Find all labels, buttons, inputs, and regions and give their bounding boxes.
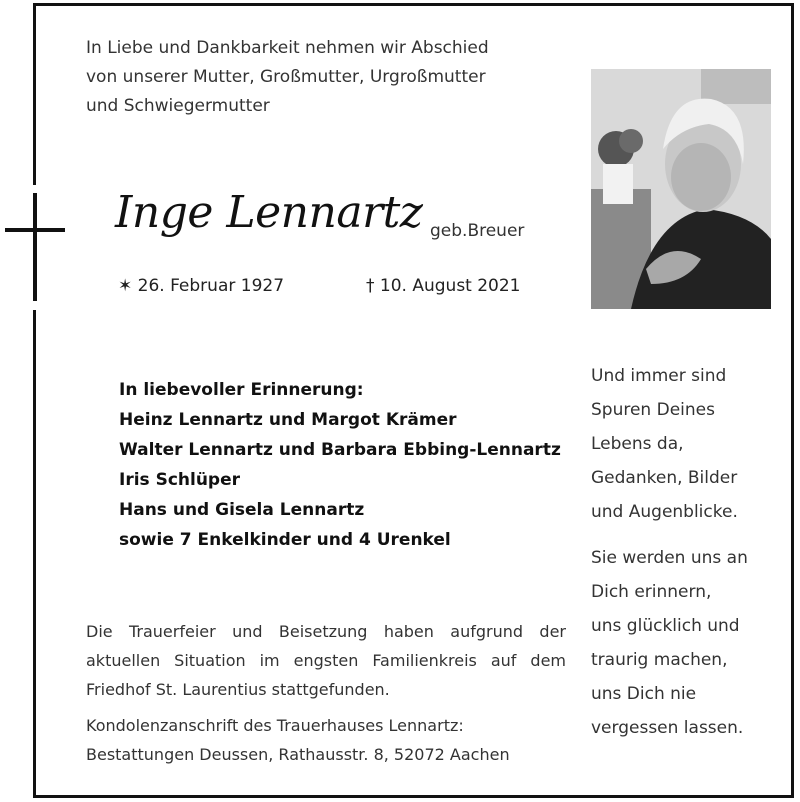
portrait-photo (591, 69, 771, 309)
intro-text: In Liebe und Dankbarkeit nehmen wir Abschied von unserer Mutter, Großmutter, Urgroßmutter und Schwiegermutter (86, 38, 489, 116)
poem-stanza-2: Sie werden uns an Dich erinnern, uns glücklich und traurig machen, uns Dich nie vergessen lassen. (591, 548, 748, 738)
mourner-line: Heinz Lennartz und Margot Krämer (119, 410, 457, 430)
poem-stanza-1: Und immer sind Spuren Deines Lebens da, Gedanken, Bilder und Augenblicke. (591, 366, 738, 522)
poem (591, 359, 748, 757)
cross-icon (5, 193, 65, 303)
death-date: † 10. August 2021 (366, 276, 521, 296)
mourners-heading: In liebevoller Erinnerung: (119, 380, 364, 400)
mourner-line: Hans und Gisela Lennartz (119, 500, 365, 520)
birth-date: ✶ 26. Februar 1927 (118, 276, 285, 296)
mourner-line: sowie 7 Enkelkinder und 4 Urenkel (119, 530, 451, 550)
mourner-line: Iris Schlüper (119, 470, 241, 490)
service-note: Die Trauerfeier und Beisetzung haben aufgrund der aktuellen Situation im engsten Familienkreis auf dem Friedhof St. Laurentius stattgefunden. (86, 622, 566, 699)
condolence-address: Kondolenzanschrift des Trauerhauses Lennartz: Bestattungen Deussen, Rathausstr. 8, 52072 Aachen (86, 716, 510, 764)
mourners-list (119, 375, 561, 555)
deceased-name: Inge Lennartz (115, 187, 423, 238)
mourner-line: Walter Lennartz und Barbara Ebbing-Lennartz (119, 440, 561, 460)
maiden-name: geb.Breuer (430, 221, 525, 241)
